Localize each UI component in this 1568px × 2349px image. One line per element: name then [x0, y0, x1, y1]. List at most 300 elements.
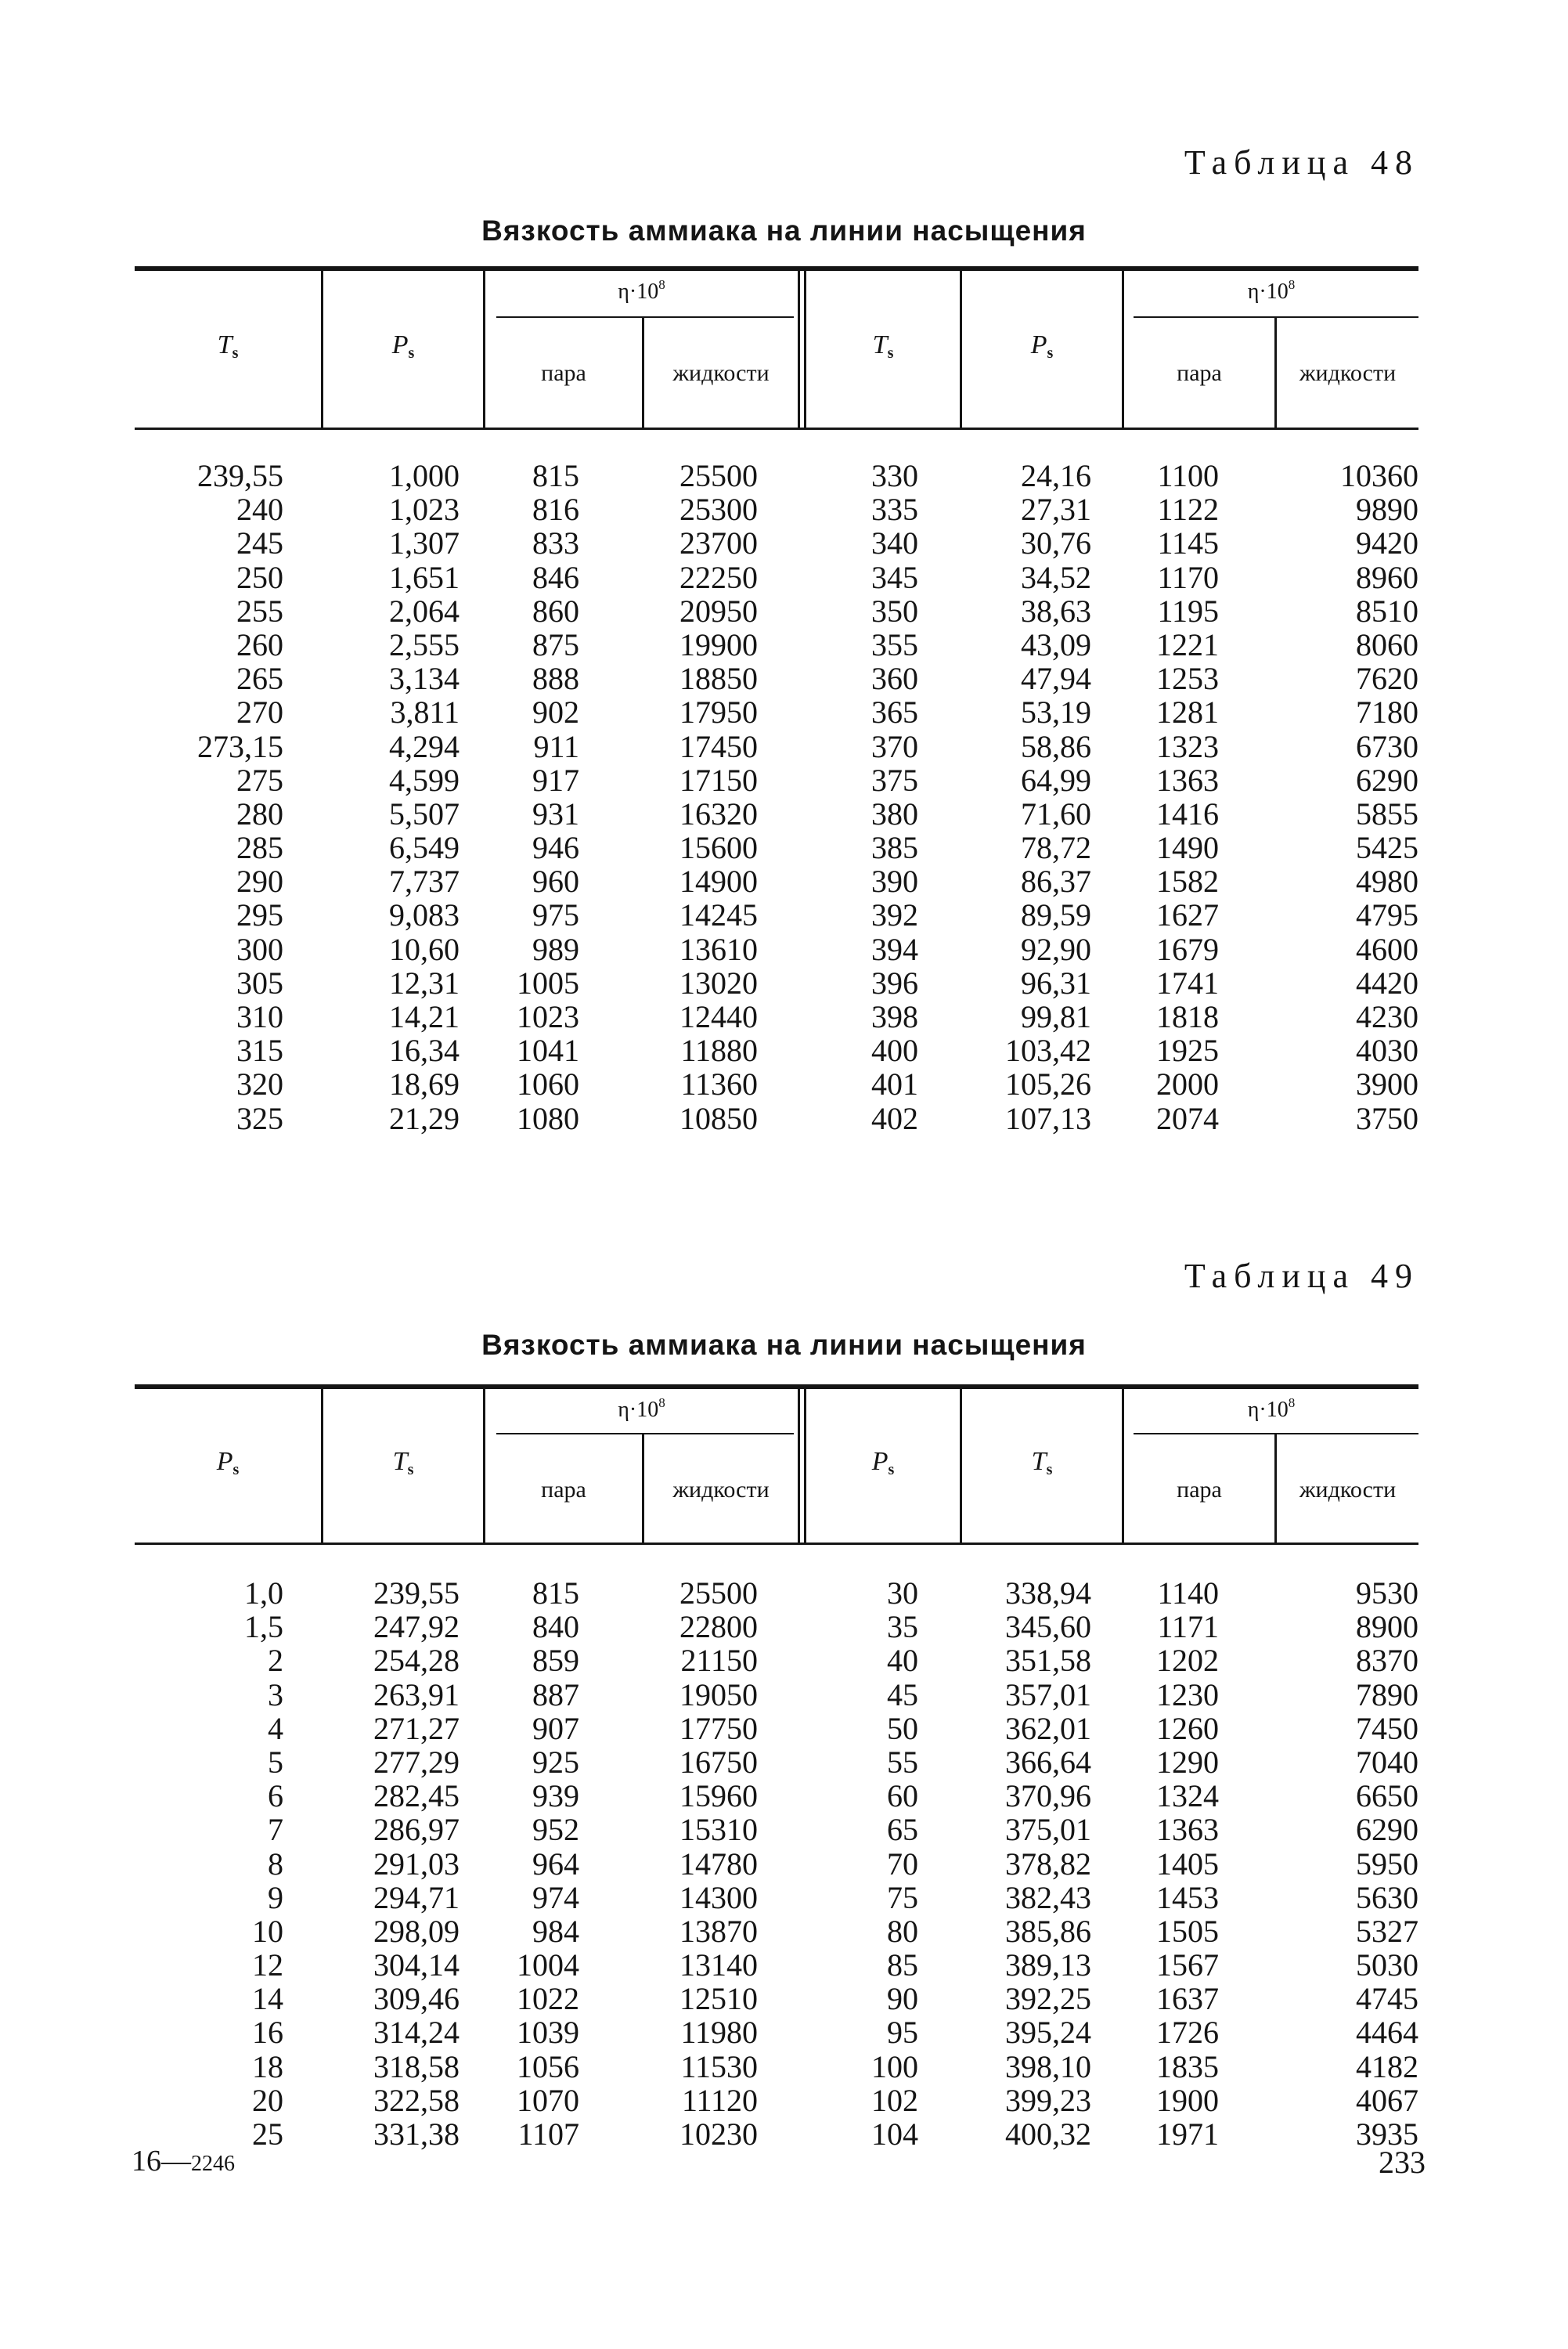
table-cell: 8 [268, 1846, 283, 1882]
table-cell: 4980 [1356, 864, 1418, 900]
header-ts: $T_s$ [872, 330, 894, 362]
table-cell: 1,000 [389, 458, 460, 493]
table-row [135, 966, 1418, 1000]
table-cell: 322,58 [373, 2082, 460, 2118]
table-cell: 320 [236, 1066, 283, 1102]
table-cell: 13870 [679, 1913, 758, 1949]
table-cell: 396 [871, 965, 918, 1001]
table-cell: 19050 [679, 1676, 758, 1712]
header-vapor: пара [541, 1477, 586, 1503]
table-cell: 9420 [1356, 525, 1418, 561]
table-cell: 12 [252, 1947, 283, 1983]
table-cell: 925 [532, 1744, 579, 1780]
table-cell: 1039 [517, 2015, 579, 2051]
table-row [135, 695, 1418, 729]
table-cell: 398,10 [1005, 2048, 1091, 2084]
table-cell: 50 [887, 1710, 918, 1746]
table-cell: 3935 [1356, 2116, 1418, 2152]
table-cell: 6650 [1356, 1778, 1418, 1814]
eta-subheader-rule [496, 1433, 794, 1434]
table-row [135, 1712, 1418, 1745]
table-cell: 5630 [1356, 1879, 1418, 1915]
table-cell: 30 [887, 1575, 918, 1611]
table-cell: 285 [236, 830, 283, 866]
table-cell: 345 [871, 559, 918, 595]
table-cell: 1140 [1157, 1575, 1219, 1611]
table-cell: 392,25 [1005, 1981, 1091, 2017]
table-cell: 64,99 [1021, 762, 1091, 798]
table-cell: 4745 [1356, 1981, 1418, 2017]
table-cell: 105,26 [1005, 1066, 1091, 1102]
table-cell: 85 [887, 1947, 918, 1983]
table-cell: 931 [532, 796, 579, 832]
table-row [135, 1644, 1418, 1677]
table-cell: 13610 [679, 931, 758, 967]
table-cell: 86,37 [1021, 864, 1091, 900]
table-cell: 3750 [1356, 1100, 1418, 1136]
table-cell: 1741 [1156, 965, 1219, 1001]
table-cell: 282,45 [373, 1778, 460, 1814]
table-cell: 78,72 [1021, 830, 1091, 866]
table-cell: 3900 [1356, 1066, 1418, 1102]
table-49-header-rule [135, 1543, 1418, 1545]
table-cell: 10850 [679, 1100, 758, 1136]
table-cell: 9 [268, 1879, 283, 1915]
table-cell: 40 [887, 1643, 918, 1679]
table-cell: 7 [268, 1812, 283, 1848]
table-cell: 1060 [517, 1066, 579, 1102]
table-cell: 816 [532, 492, 579, 528]
table-cell: 5855 [1356, 796, 1418, 832]
table-cell: 45 [887, 1676, 918, 1712]
table-cell: 366,64 [1005, 1744, 1091, 1780]
table-cell: 1323 [1156, 728, 1219, 764]
table-cell: 35 [887, 1609, 918, 1645]
table-cell: 939 [532, 1778, 579, 1814]
table-cell: 7450 [1356, 1710, 1418, 1746]
table-cell: 400,32 [1005, 2116, 1091, 2152]
table-cell: 351,58 [1005, 1643, 1091, 1679]
table-cell: 12,31 [389, 965, 460, 1001]
table-cell: 6730 [1356, 728, 1418, 764]
table-cell: 840 [532, 1609, 579, 1645]
table-cell: 1170 [1157, 559, 1219, 595]
table-cell: 25500 [679, 1575, 758, 1611]
table-cell: 1627 [1156, 897, 1219, 933]
header-vapor: пара [1177, 1477, 1222, 1503]
table-cell: 1171 [1157, 1609, 1219, 1645]
table-cell: 99,81 [1021, 999, 1091, 1034]
table-cell: 58,86 [1021, 728, 1091, 764]
table-cell: 16750 [679, 1744, 758, 1780]
table-cell: 5327 [1356, 1913, 1418, 1949]
table-cell: 1230 [1156, 1676, 1219, 1712]
table-row [135, 864, 1418, 898]
table-cell: 1202 [1156, 1643, 1219, 1679]
table-cell: 25 [252, 2116, 283, 2152]
table-cell: 952 [532, 1812, 579, 1848]
table-cell: 357,01 [1005, 1676, 1091, 1712]
table-cell: 846 [532, 559, 579, 595]
table-49 [135, 1384, 1418, 2160]
table-cell: 47,94 [1021, 661, 1091, 697]
table-cell: 401 [871, 1066, 918, 1102]
table-row [135, 459, 1418, 493]
table-cell: 80 [887, 1913, 918, 1949]
table-cell: 1221 [1156, 626, 1219, 662]
table-cell: 314,24 [373, 2015, 460, 2051]
table-cell: 53,19 [1021, 695, 1091, 731]
table-cell: 8960 [1356, 559, 1418, 595]
table-cell: 1,307 [389, 525, 460, 561]
table-cell: 370,96 [1005, 1778, 1091, 1814]
table-cell: 14780 [679, 1846, 758, 1882]
table-cell: 1,023 [389, 492, 460, 528]
table-48-caption: Вязкость аммиака на линии насыщения [481, 215, 1087, 247]
table-cell: 103,42 [1005, 1033, 1091, 1069]
table-cell: 7890 [1356, 1676, 1418, 1712]
table-cell: 275 [236, 762, 283, 798]
table-cell: 399,23 [1005, 2082, 1091, 2118]
table-cell: 4600 [1356, 931, 1418, 967]
table-cell: 17950 [679, 695, 758, 731]
table-cell: 3,811 [390, 695, 460, 731]
table-cell: 240 [236, 492, 283, 528]
table-cell: 20 [252, 2082, 283, 2118]
table-cell: 11530 [680, 2048, 758, 2084]
table-cell: 250 [236, 559, 283, 595]
table-cell: 1405 [1156, 1846, 1219, 1882]
table-cell: 15600 [679, 830, 758, 866]
table-cell: 71,60 [1021, 796, 1091, 832]
table-cell: 290 [236, 864, 283, 900]
printer-signature: 16—2246 [132, 2145, 235, 2178]
table-cell: 375,01 [1005, 1812, 1091, 1848]
table-cell: 984 [532, 1913, 579, 1949]
table-cell: 1453 [1156, 1879, 1219, 1915]
header-liquid: жидкости [1299, 1477, 1397, 1503]
table-cell: 2 [268, 1643, 283, 1679]
table-row [135, 730, 1418, 763]
table-cell: 298,09 [373, 1913, 460, 1949]
table-49-top-rule [135, 1384, 1418, 1389]
table-cell: 16 [252, 2015, 283, 2051]
table-cell: 8510 [1356, 593, 1418, 629]
table-cell: 1145 [1157, 525, 1219, 561]
table-cell: 24,16 [1021, 458, 1091, 493]
table-cell: 1056 [517, 2048, 579, 2084]
table-cell: 273,15 [197, 728, 283, 764]
table-cell: 7,737 [389, 864, 460, 900]
table-cell: 265 [236, 661, 283, 697]
table-cell: 260 [236, 626, 283, 662]
table-49-number: Таблица 49 [1184, 1257, 1419, 1295]
table-cell: 4,599 [389, 762, 460, 798]
table-cell: 25500 [679, 458, 758, 493]
table-cell: 75 [887, 1879, 918, 1915]
table-cell: 90 [887, 1981, 918, 2017]
table-cell: 8060 [1356, 626, 1418, 662]
table-cell: 1004 [517, 1947, 579, 1983]
table-row [135, 662, 1418, 695]
table-cell: 974 [532, 1879, 579, 1915]
table-cell: 95 [887, 2015, 918, 2051]
table-cell: 65 [887, 1812, 918, 1848]
table-cell: 9,083 [389, 897, 460, 933]
table-cell: 859 [532, 1643, 579, 1679]
table-cell: 14 [252, 1981, 283, 2017]
table-cell: 102 [871, 2082, 918, 2118]
table-cell: 385 [871, 830, 918, 866]
table-cell: 19900 [679, 626, 758, 662]
table-cell: 18,69 [389, 1066, 460, 1102]
table-cell: 1582 [1156, 864, 1219, 900]
table-cell: 291,03 [373, 1846, 460, 1882]
table-cell: 964 [532, 1846, 579, 1882]
table-cell: 1726 [1156, 2015, 1219, 2051]
table-cell: 389,13 [1005, 1947, 1091, 1983]
table-cell: 2074 [1156, 1100, 1219, 1136]
header-ps: $P_s$ [871, 1447, 895, 1478]
table-cell: 1070 [517, 2082, 579, 2118]
table-cell: 21,29 [389, 1100, 460, 1136]
table-cell: 22250 [679, 559, 758, 595]
table-cell: 917 [532, 762, 579, 798]
table-cell: 23700 [679, 525, 758, 561]
table-cell: 7040 [1356, 1744, 1418, 1780]
table-cell: 11980 [680, 2015, 758, 2051]
table-cell: 375 [871, 762, 918, 798]
header-ps: $P_s$ [1030, 330, 1054, 362]
table-cell: 14,21 [389, 999, 460, 1034]
table-cell: 4,294 [389, 728, 460, 764]
table-cell: 6290 [1356, 762, 1418, 798]
table-row [135, 594, 1418, 628]
table-cell: 1290 [1156, 1744, 1219, 1780]
table-row [135, 526, 1418, 560]
table-cell: 1505 [1156, 1913, 1219, 1949]
table-cell: 370 [871, 728, 918, 764]
table-cell: 815 [532, 458, 579, 493]
table-cell: 310 [236, 999, 283, 1034]
table-cell: 902 [532, 695, 579, 731]
table-cell: 815 [532, 1575, 579, 1611]
table-cell: 10360 [1340, 458, 1418, 493]
table-cell: 4067 [1356, 2082, 1418, 2118]
eta-subheader-rule [496, 316, 794, 318]
table-row [135, 797, 1418, 831]
table-cell: 304,14 [373, 1947, 460, 1983]
table-cell: 315 [236, 1033, 283, 1069]
table-48 [135, 266, 1418, 1151]
table-cell: 16320 [679, 796, 758, 832]
table-cell: 13140 [679, 1947, 758, 1983]
header-ts: $T_s$ [1031, 1447, 1053, 1478]
table-48-header-rule [135, 428, 1418, 430]
table-cell: 14300 [679, 1879, 758, 1915]
table-cell: 16,34 [389, 1033, 460, 1069]
table-cell: 8370 [1356, 1643, 1418, 1679]
table-row [135, 763, 1418, 797]
table-cell: 5,507 [389, 796, 460, 832]
table-cell: 4464 [1356, 2015, 1418, 2051]
table-48-body [135, 459, 1418, 1135]
table-cell: 1971 [1156, 2116, 1219, 2152]
table-cell: 22800 [679, 1609, 758, 1645]
table-cell: 907 [532, 1710, 579, 1746]
table-row [135, 898, 1418, 932]
table-cell: 2000 [1156, 1066, 1219, 1102]
table-cell: 382,43 [1005, 1879, 1091, 1915]
table-cell: 331,38 [373, 2116, 460, 2152]
table-cell: 2,064 [389, 593, 460, 629]
table-cell: 392 [871, 897, 918, 933]
page-number: 233 [1379, 2145, 1426, 2180]
table-cell: 309,46 [373, 1981, 460, 2017]
table-cell: 1195 [1157, 593, 1219, 629]
table-cell: 325 [236, 1100, 283, 1136]
table-cell: 4 [268, 1710, 283, 1746]
header-ts: $T_s$ [217, 330, 239, 362]
table-cell: 1281 [1156, 695, 1219, 731]
table-cell: 5 [268, 1744, 283, 1780]
col-separator [798, 1389, 800, 1543]
table-cell: 340 [871, 525, 918, 561]
table-cell: 13020 [679, 965, 758, 1001]
table-cell: 43,09 [1021, 626, 1091, 662]
table-cell: 89,59 [1021, 897, 1091, 933]
table-cell: 1,5 [244, 1609, 283, 1645]
table-cell: 975 [532, 897, 579, 933]
table-cell: 6290 [1356, 1812, 1418, 1848]
table-row [135, 1745, 1418, 1779]
table-cell: 11120 [681, 2082, 758, 2118]
table-cell: 10230 [679, 2116, 758, 2152]
table-cell: 7620 [1356, 661, 1418, 697]
table-cell: 5950 [1356, 1846, 1418, 1882]
table-cell: 104 [871, 2116, 918, 2152]
table-cell: 1925 [1156, 1033, 1219, 1069]
table-cell: 875 [532, 626, 579, 662]
table-cell: 1363 [1156, 762, 1219, 798]
table-cell: 378,82 [1005, 1846, 1091, 1882]
table-cell: 270 [236, 695, 283, 731]
table-cell: 1900 [1156, 2082, 1219, 2118]
table-cell: 1567 [1156, 1947, 1219, 1983]
table-cell: 833 [532, 525, 579, 561]
table-cell: 70 [887, 1846, 918, 1882]
table-cell: 1080 [517, 1100, 579, 1136]
table-cell: 1835 [1156, 2048, 1219, 2084]
table-cell: 1679 [1156, 931, 1219, 967]
table-49-caption: Вязкость аммиака на линии насыщения [481, 1329, 1087, 1361]
table-cell: 255 [236, 593, 283, 629]
table-cell: 380 [871, 796, 918, 832]
col-separator [798, 271, 800, 428]
table-cell: 14900 [679, 864, 758, 900]
table-cell: 1041 [517, 1033, 579, 1069]
table-48-top-rule [135, 266, 1418, 271]
table-cell: 1260 [1156, 1710, 1219, 1746]
table-cell: 92,90 [1021, 931, 1091, 967]
table-cell: 295 [236, 897, 283, 933]
table-cell: 362,01 [1005, 1710, 1091, 1746]
table-cell: 277,29 [373, 1744, 460, 1780]
table-cell: 7180 [1356, 695, 1418, 731]
table-cell: 860 [532, 593, 579, 629]
table-row [135, 1576, 1418, 1610]
table-cell: 9890 [1356, 492, 1418, 528]
header-vapor: пара [541, 360, 586, 386]
table-cell: 946 [532, 830, 579, 866]
table-cell: 17450 [679, 728, 758, 764]
table-cell: 1818 [1156, 999, 1219, 1034]
table-cell: 1023 [517, 999, 579, 1034]
table-cell: 1324 [1156, 1778, 1219, 1814]
table-cell: 4230 [1356, 999, 1418, 1034]
table-cell: 15960 [679, 1778, 758, 1814]
table-cell: 3 [268, 1676, 283, 1712]
table-cell: 12440 [679, 999, 758, 1034]
table-49-rows [135, 1576, 1418, 2151]
table-cell: 4182 [1356, 2048, 1418, 2084]
table-row [135, 1610, 1418, 1644]
table-cell: 107,13 [1005, 1100, 1091, 1136]
table-row [135, 1067, 1418, 1101]
table-cell: 280 [236, 796, 283, 832]
table-cell: 6,549 [389, 830, 460, 866]
table-cell: 1,0 [244, 1575, 283, 1611]
table-row [135, 1847, 1418, 1881]
table-row [135, 1102, 1418, 1135]
table-cell: 96,31 [1021, 965, 1091, 1001]
table-cell: 12510 [679, 1981, 758, 2017]
table-cell: 355 [871, 626, 918, 662]
table-cell: 305 [236, 965, 283, 1001]
table-cell: 385,86 [1005, 1913, 1091, 1949]
table-cell: 911 [533, 728, 579, 764]
table-row [135, 1813, 1418, 1846]
table-row [135, 1678, 1418, 1712]
table-cell: 1363 [1156, 1812, 1219, 1848]
table-cell: 1,651 [389, 559, 460, 595]
table-cell: 263,91 [373, 1676, 460, 1712]
table-row [135, 628, 1418, 662]
table-cell: 239,55 [197, 458, 283, 493]
table-cell: 887 [532, 1676, 579, 1712]
table-cell: 34,52 [1021, 559, 1091, 595]
table-row [135, 2084, 1418, 2117]
table-row [135, 1982, 1418, 2015]
table-cell: 4420 [1356, 965, 1418, 1001]
header-liquid: жидкости [672, 1477, 770, 1503]
table-cell: 10 [252, 1913, 283, 1949]
table-49-body [135, 1576, 1418, 2151]
table-cell: 1107 [517, 2116, 579, 2152]
table-cell: 5030 [1356, 1947, 1418, 1983]
table-cell: 1122 [1157, 492, 1219, 528]
table-cell: 38,63 [1021, 593, 1091, 629]
table-cell: 11880 [680, 1033, 758, 1069]
header-liquid: жидкости [1299, 360, 1397, 386]
header-eta: $\eta\cdot 10^8$ [1247, 1395, 1296, 1422]
table-row [135, 1779, 1418, 1813]
table-cell: 350 [871, 593, 918, 629]
header-eta: $\eta\cdot 10^8$ [618, 277, 665, 304]
table-cell: 100 [871, 2048, 918, 2084]
table-cell: 14245 [679, 897, 758, 933]
table-cell: 30,76 [1021, 525, 1091, 561]
